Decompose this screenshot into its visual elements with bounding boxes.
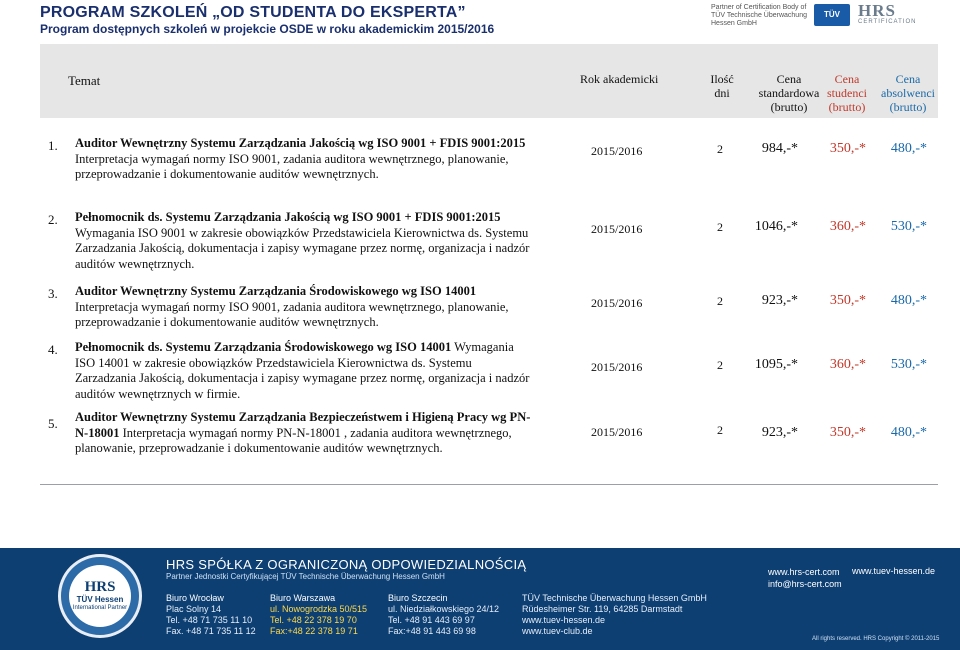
table-header — [40, 44, 938, 118]
academic-year: 2015/2016 — [591, 360, 643, 374]
price-standard: 923,-* — [761, 293, 798, 308]
hrs-cert-text: CERTIFICATION — [858, 19, 917, 25]
row-number: 1. — [48, 138, 58, 153]
tuv-club-link[interactable]: www.tuev-club.de — [522, 626, 593, 636]
office-city: Biuro Wrocław — [166, 593, 224, 603]
course-title: Auditor Wewnętrzny Systemu Zarządzania Jakością wg ISO 9001 + FDIS 9001:2015 — [75, 136, 526, 150]
days-count: 2 — [717, 358, 723, 372]
price-graduates: 480,-* — [890, 141, 927, 156]
copyright: All rights reserved. HRS Copyright © 2011-2015 — [812, 636, 940, 642]
column-header-ilosc-dni: Ilość dni — [710, 72, 734, 100]
footer-company-name: HRS SPÓŁKA Z OGRANICZONĄ ODPOWIEDZIALNOŚCIĄ — [166, 557, 527, 572]
office-address: ul. Niedziałkowskiego 24/12 — [388, 604, 500, 614]
price-graduates: 480,-* — [890, 425, 927, 440]
price-graduates: 530,-* — [890, 219, 927, 234]
row-number: 5. — [48, 416, 58, 431]
office-tel: Tel. +48 91 443 69 97 — [388, 615, 475, 625]
tuv-logo: TÜV — [814, 4, 850, 26]
course-title: Pełnomocnik ds. Systemu Zarządzania Środowiskowego wg ISO 14001 — [75, 340, 452, 354]
hrs-tuv-emblem — [58, 554, 142, 638]
office-warszawa — [270, 593, 367, 637]
office-city: Biuro Szczecin — [388, 593, 448, 603]
course-description — [75, 210, 535, 272]
price-standard: 1095,-* — [754, 357, 798, 372]
partner-note: Partner of Certification Body of TÜV Technische Überwachung Hessen GmbH — [711, 4, 807, 27]
price-students: 350,-* — [829, 141, 866, 156]
price-graduates: 530,-* — [890, 357, 927, 372]
course-details: Interpretacja wymagań normy PN-N-18001 , zadania auditora wewnętrznego, planowanie, przeprowadzanie i dokumentowanie auditów wewnętrznych. — [75, 425, 512, 455]
column-header-temat: Temat — [68, 73, 101, 88]
price-standard: 923,-* — [761, 425, 798, 440]
course-title: Pełnomocnik ds. Systemu Zarządzania Jakością wg ISO 9001 + FDIS 9001:2015 — [75, 210, 501, 224]
tuv-website-link[interactable]: www.tuev-hessen.de — [522, 615, 606, 625]
days-count: 2 — [717, 294, 723, 308]
tuv-hessen-link[interactable]: www.tuev-hessen.de — [852, 566, 936, 576]
course-details: Interpretacja wymagań normy ISO 9001, zadania auditora wewnętrznego, planowanie, przeprowadzanie i dokumentowanie auditów wewnętrznych. — [75, 299, 509, 329]
column-header-cena-studenci: Cena studenci (brutto) — [827, 72, 867, 114]
course-details: Wymagania ISO 9001 w zakresie obowiązków Przedstawiciela Kierownictwa ds. Systemu Zarzadzania Jakością, dokumentacja i zapisy wymagane przez normę, organizacja i nadzór auditów wewnętrznych. — [75, 225, 530, 271]
page-title: PROGRAM SZKOLEŃ „OD STUDENTA DO EKSPERTA” — [40, 4, 466, 21]
hrs-email-link[interactable]: info@hrs-cert.com — [768, 579, 842, 589]
academic-year: 2015/2016 — [591, 296, 643, 310]
course-details: Wymagania ISO 14001 w zakresie obowiązków Przedstawiciela Kierownictwa ds. Systemu Zarzadzania Jakością, dokumentacja i zapisy wymagane przez normę, organizacja i nadzór auditów wewnętrznych w firmie. — [75, 340, 530, 401]
price-students: 360,-* — [829, 219, 866, 234]
academic-year: 2015/2016 — [591, 144, 643, 158]
course-description — [75, 340, 535, 402]
hrs-logo-text: HRS — [858, 1, 896, 20]
row-number: 2. — [48, 212, 58, 227]
price-students: 350,-* — [829, 425, 866, 440]
column-header-cena-standardowa: Cena standardowa (brutto) — [758, 72, 820, 114]
course-description — [75, 136, 535, 183]
days-count: 2 — [717, 142, 723, 156]
office-address: ul. Nowogrodzka 50/515 — [270, 604, 368, 614]
table-divider — [40, 484, 938, 485]
footer-partner-note: Partner Jednostki Certyfikującej TÜV Technische Überwachung Hessen GmbH — [166, 572, 445, 581]
office-city: Biuro Warszawa — [270, 593, 336, 603]
tuv-address: Rüdesheimer Str. 119, 64285 Darmstadt — [522, 604, 683, 614]
course-details: Interpretacja wymagań normy ISO 9001, zadania auditora wewnętrznego, planowanie, przeprowadzanie i dokumentowanie auditów wewnętrznych. — [75, 151, 509, 181]
column-header-rok: Rok akademicki — [580, 72, 659, 86]
office-tel: Tel. +48 22 378 19 70 — [270, 615, 357, 625]
column-header-cena-absolwenci: Cena absolwenci (brutto) — [881, 72, 935, 114]
days-count: 2 — [717, 423, 723, 437]
office-szczecin — [388, 593, 499, 637]
course-description — [75, 410, 535, 457]
row-number: 4. — [48, 342, 58, 357]
page-subtitle: Program dostępnych szkoleń w projekcie OSDE w roku akademickim 2015/2016 — [40, 22, 495, 36]
row-number: 3. — [48, 286, 58, 301]
footer — [0, 548, 960, 650]
office-tel: Tel. +48 71 735 11 10 — [166, 615, 253, 625]
hrs-contact — [768, 566, 842, 590]
office-fax: Fax:+48 91 443 69 98 — [388, 626, 476, 636]
price-students: 350,-* — [829, 293, 866, 308]
price-graduates: 480,-* — [890, 293, 927, 308]
course-title: Auditor Wewnętrzny Systemu Zarządzania Środowiskowego wg ISO 14001 — [75, 284, 477, 298]
emblem-intl-text: International Partner — [72, 605, 128, 611]
course-description — [75, 284, 535, 331]
days-count: 2 — [717, 220, 723, 234]
price-standard: 984,-* — [761, 141, 798, 156]
emblem-hrs-text: HRS — [84, 579, 116, 595]
office-address: Plac Solny 14 — [166, 604, 222, 614]
emblem-tuv-text: TÜV Hessen — [76, 595, 124, 604]
hrs-website-link[interactable]: www.hrs-cert.com — [768, 567, 840, 577]
academic-year: 2015/2016 — [591, 222, 643, 236]
tuv-name: TÜV Technische Überwachung Hessen GmbH — [522, 593, 707, 603]
hrs-certification-logo — [858, 2, 916, 26]
course-title: Auditor Wewnętrzny Systemu Zarządzania Bezpieczeństwem i Higieną Pracy wg PN-N-18001 — [75, 410, 531, 440]
office-fax: Fax. +48 71 735 11 12 — [166, 626, 256, 636]
academic-year: 2015/2016 — [591, 425, 643, 439]
office-fax: Fax:+48 22 378 19 71 — [270, 626, 358, 636]
price-standard: 1046,-* — [754, 219, 798, 234]
price-students: 360,-* — [829, 357, 866, 372]
tuv-contact — [522, 593, 707, 637]
office-wroclaw — [166, 593, 256, 637]
